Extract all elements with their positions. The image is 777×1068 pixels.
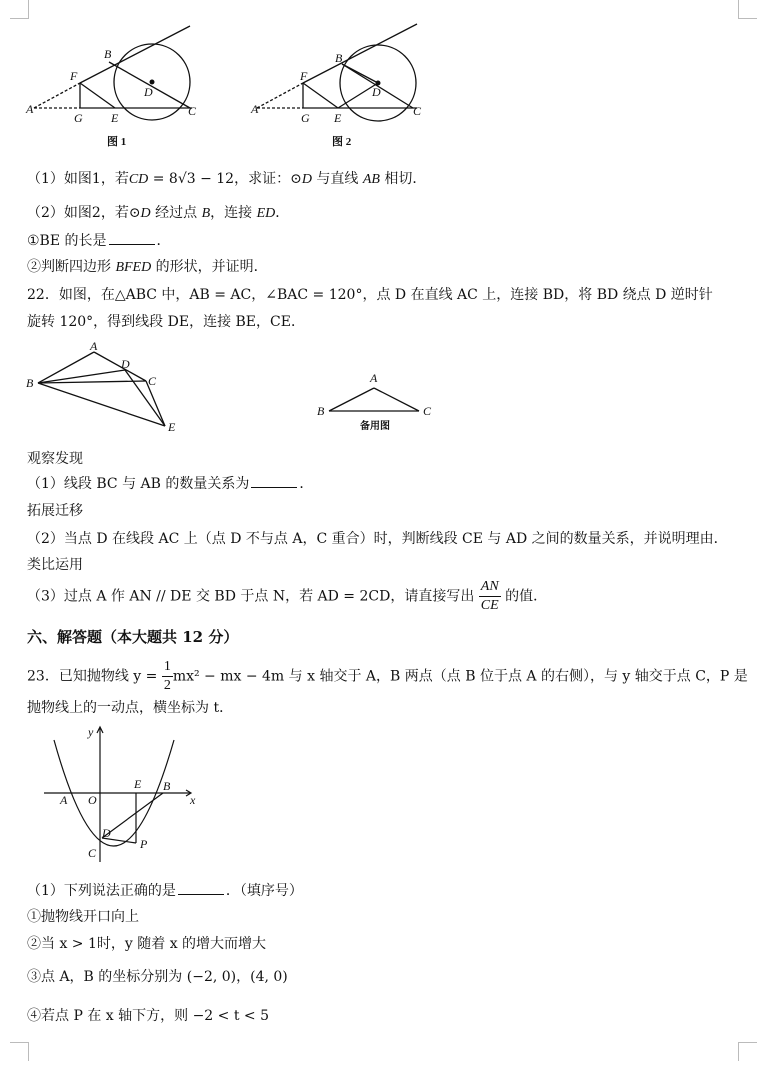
- q22-part1: （1）线段 BC 与 AB 的数量关系为 ．: [27, 476, 314, 492]
- q22-part2: （2）当点 D 在线段 AC 上（点 D 不与点 A，C 重合）时，判断线段 CE 与 AD 之间的数量关系，并说明理由．: [27, 531, 728, 547]
- fig1-label-G: G: [74, 111, 83, 125]
- q23-label-P: P: [140, 837, 148, 851]
- fig1-label-E: E: [111, 111, 119, 125]
- q23-label-O: O: [88, 793, 97, 807]
- q23-label-A: A: [60, 793, 68, 807]
- q22-label-B: B: [26, 376, 34, 390]
- fig2-label-C: C: [413, 104, 422, 118]
- fig2-label-A: A: [251, 102, 259, 116]
- answer-blank[interactable]: [109, 232, 155, 245]
- q21-part2: （2）如图2，若⊙D 经过点 B，连接 ED．: [27, 205, 290, 221]
- q23-stem-line2: 抛物线上的一动点，横坐标为 t．: [27, 700, 234, 716]
- q22-part3: （3）过点 A 作 AN // DE 交 BD 于点 N，若 AD = 2CD，请直接写出 $\frac{AN}{CE}$ 的值．: [27, 579, 548, 613]
- q23-label-x: x: [190, 793, 196, 807]
- q23-label-B: B: [163, 779, 171, 793]
- q22-label-D: D: [121, 357, 130, 371]
- figure-2: [245, 18, 455, 158]
- q23-option-3: ③点 A，B 的坐标分别为 (−2, 0)，(4, 0): [27, 969, 288, 985]
- q22-spare-caption: 备用图: [360, 421, 390, 432]
- q22-spare-label-C: C: [423, 404, 432, 418]
- q22-label-C: C: [148, 374, 157, 388]
- q22-spare-figure: [312, 366, 442, 436]
- q21-sub1: ①BE 的长是 ．: [27, 233, 171, 249]
- q22-spare-label-A: A: [370, 371, 378, 385]
- q23-part1: （1）下列说法正确的是 ．（填序号）: [27, 883, 303, 899]
- figure-1: [22, 18, 232, 158]
- q22-extend-heading: 拓展迁移: [27, 503, 83, 519]
- q22-stem-line2: 旋转 120°，得到线段 DE，连接 BE，CE．: [27, 314, 305, 330]
- fig1-label-A: A: [26, 102, 34, 116]
- fig2-label-F: F: [300, 69, 308, 83]
- q22-label-E: E: [168, 420, 176, 434]
- fig2-label-G: G: [301, 111, 310, 125]
- fig2-label-B: B: [335, 51, 343, 65]
- q23-label-y: y: [88, 725, 94, 739]
- q22-observe-heading: 观察发现: [27, 451, 83, 467]
- corner-mark-bottom-left: [10, 1042, 29, 1061]
- fig2-label-D: D: [372, 85, 381, 99]
- q23-label-E: E: [134, 777, 142, 791]
- q23-option-2: ②当 x > 1时，y 随着 x 的增大而增大: [27, 936, 267, 952]
- fig1-label-B: B: [104, 47, 112, 61]
- q23-option-4: ④若点 P 在 x 轴下方，则 −2 < t < 5: [27, 1008, 269, 1024]
- q22-stem-line1: 22．如图，在△ABC 中，AB = AC，∠BAC = 120°，点 D 在直线 AC 上，连接 BD，将 BD 绕点 D 逆时针: [27, 287, 713, 303]
- fig1-caption: 图 1: [107, 136, 127, 148]
- q23-label-D: D: [102, 826, 111, 840]
- fraction-an-over-ce: $\frac{AN}{CE}$: [480, 579, 499, 613]
- corner-mark-top-right: [738, 0, 757, 19]
- q22-analogy-heading: 类比运用: [27, 557, 83, 573]
- q23-parabola-figure: [38, 722, 208, 872]
- fig1-label-F: F: [70, 69, 78, 83]
- fig1-label-C: C: [188, 104, 197, 118]
- q21-part1: （1）如图1，若CD = 8√3 − 12，求证：⊙D 与直线 AB 相切．: [27, 171, 427, 187]
- q22-spare-label-B: B: [317, 404, 325, 418]
- fig2-label-E: E: [334, 111, 342, 125]
- corner-mark-top-left: [10, 0, 29, 19]
- answer-blank[interactable]: [251, 475, 297, 488]
- q23-option-1: ①抛物线开口向上: [27, 909, 139, 925]
- corner-mark-bottom-right: [738, 1042, 757, 1061]
- section-6-heading: 六、解答题（本大题共 12 分）: [27, 628, 239, 646]
- q23-label-C: C: [88, 846, 97, 860]
- fig2-caption: 图 2: [332, 136, 352, 148]
- fig1-label-D: D: [144, 85, 153, 99]
- q23-stem-line1: 23．已知抛物线 y = $\frac{1}{2}$ mx² − mx − 4m 与 x 轴交于 A，B 两点（点 B 位于点 A 的右侧），与 y 轴交于点 C，P 是: [27, 659, 748, 693]
- q21-sub2: ②判断四边形 BFED 的形状，并证明．: [27, 259, 268, 275]
- q22-main-figure: [22, 338, 192, 438]
- q22-label-A: A: [90, 339, 98, 353]
- answer-blank[interactable]: [178, 882, 224, 895]
